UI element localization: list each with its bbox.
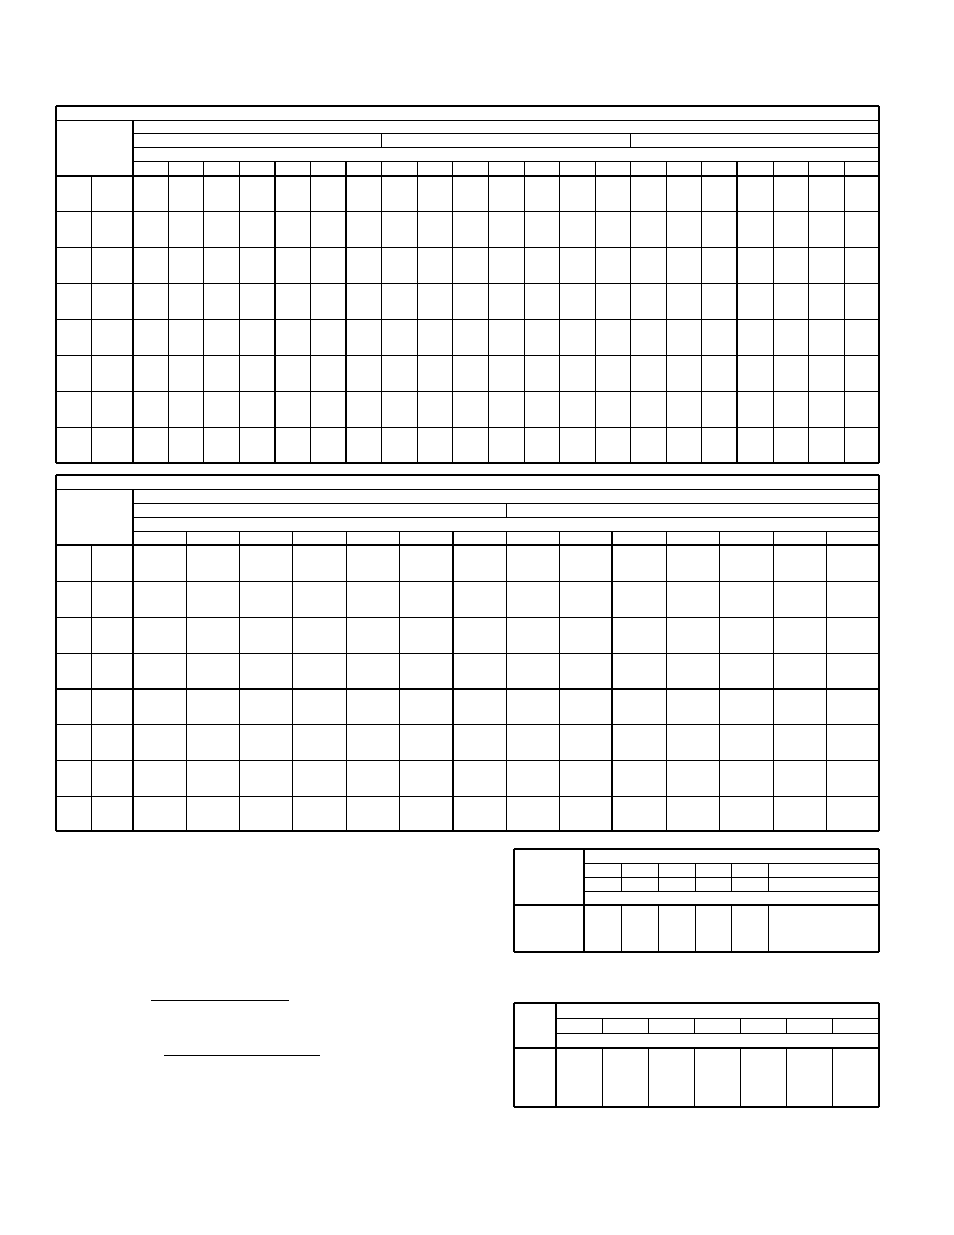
grid-rule — [768, 863, 769, 891]
grid-rule — [310, 161, 311, 463]
grid-rule — [506, 503, 507, 517]
grid-rule — [56, 830, 879, 832]
grid-rule — [452, 161, 453, 463]
grid-rule — [56, 427, 879, 428]
grid-rule — [56, 581, 879, 582]
grid-rule — [399, 531, 400, 831]
grid-rule — [56, 688, 879, 690]
grid-rule — [524, 161, 525, 463]
grid-rule — [56, 474, 879, 476]
grid-rule — [56, 120, 879, 121]
grid-rule — [55, 106, 57, 463]
grid-rule — [56, 105, 879, 107]
grid-rule — [345, 161, 347, 463]
grid-rule — [740, 1048, 741, 1107]
grid-rule — [621, 863, 622, 891]
grid-rule — [583, 849, 585, 952]
grid-rule — [740, 1018, 741, 1033]
grid-rule — [844, 161, 845, 463]
grid-rule — [808, 161, 809, 463]
grid-rule — [514, 904, 879, 906]
grid-rule — [648, 1048, 649, 1107]
grid-rule — [56, 391, 879, 392]
grid-rule — [56, 355, 879, 356]
grid-rule — [239, 161, 240, 463]
grid-rule — [630, 161, 631, 463]
grid-rule — [595, 161, 596, 463]
grid-rule — [786, 1048, 787, 1107]
grid-rule — [602, 1018, 603, 1033]
grid-rule — [186, 531, 187, 831]
grid-rule — [203, 161, 204, 463]
grid-rule — [694, 1048, 695, 1107]
grid-rule — [133, 147, 879, 148]
grid-rule — [731, 905, 732, 952]
grid-rule — [381, 133, 382, 147]
grid-rule — [559, 531, 560, 831]
grid-rule — [666, 531, 667, 831]
grid-rule — [56, 211, 879, 212]
grid-rule — [292, 531, 293, 831]
grid-rule — [731, 863, 732, 891]
grid-rule — [666, 161, 667, 463]
grid-rule — [555, 1003, 557, 1107]
grid-rule — [514, 848, 879, 850]
grid-rule — [56, 544, 879, 546]
grid-rule — [133, 161, 879, 162]
grid-rule — [513, 849, 515, 952]
grid-rule — [133, 517, 879, 518]
grid-rule — [56, 760, 879, 761]
grid-rule — [878, 849, 880, 952]
grid-rule — [513, 1003, 515, 1107]
grid-rule — [695, 863, 696, 891]
grid-rule — [832, 1048, 833, 1107]
signature-line-1 — [151, 1000, 289, 1001]
grid-rule — [611, 531, 613, 831]
grid-rule — [56, 653, 879, 654]
grid-rule — [648, 1018, 649, 1033]
grid-rule — [417, 161, 418, 463]
grid-rule — [695, 905, 696, 952]
grid-rule — [56, 175, 879, 177]
grid-rule — [832, 1018, 833, 1033]
grid-rule — [736, 161, 738, 463]
grid-rule — [56, 247, 879, 248]
grid-rule — [556, 1018, 879, 1019]
grid-rule — [621, 905, 622, 952]
grid-rule — [56, 462, 879, 464]
grid-rule — [56, 796, 879, 797]
grid-rule — [514, 1002, 879, 1004]
grid-rule — [694, 1018, 695, 1033]
grid-rule — [274, 161, 276, 463]
grid-rule — [56, 617, 879, 618]
grid-rule — [514, 951, 879, 953]
grid-rule — [768, 905, 769, 952]
grid-rule — [488, 161, 489, 463]
grid-rule — [602, 1048, 603, 1107]
grid-rule — [132, 489, 134, 831]
grid-rule — [786, 1018, 787, 1033]
grid-rule — [826, 531, 827, 831]
grid-rule — [719, 531, 720, 831]
grid-rule — [56, 319, 879, 320]
grid-rule — [701, 161, 702, 463]
grid-rule — [773, 531, 774, 831]
grid-rule — [452, 531, 454, 831]
grid-rule — [584, 891, 879, 892]
grid-rule — [878, 106, 880, 463]
grid-rule — [56, 724, 879, 725]
signature-line-2 — [164, 1055, 320, 1056]
grid-rule — [133, 133, 879, 134]
grid-rule — [514, 1106, 879, 1108]
grid-rule — [381, 161, 382, 463]
grid-rule — [559, 161, 560, 463]
grid-rule — [630, 133, 631, 147]
grid-rule — [556, 1033, 879, 1034]
grid-rule — [56, 489, 879, 490]
grid-rule — [506, 531, 507, 831]
grid-rule — [132, 120, 134, 463]
grid-rule — [658, 863, 659, 891]
grid-rule — [239, 531, 240, 831]
grid-rule — [168, 161, 169, 463]
grid-rule — [346, 531, 347, 831]
grid-rule — [56, 283, 879, 284]
grid-rule — [658, 905, 659, 952]
grid-rule — [773, 161, 774, 463]
grid-rule — [514, 1047, 879, 1049]
